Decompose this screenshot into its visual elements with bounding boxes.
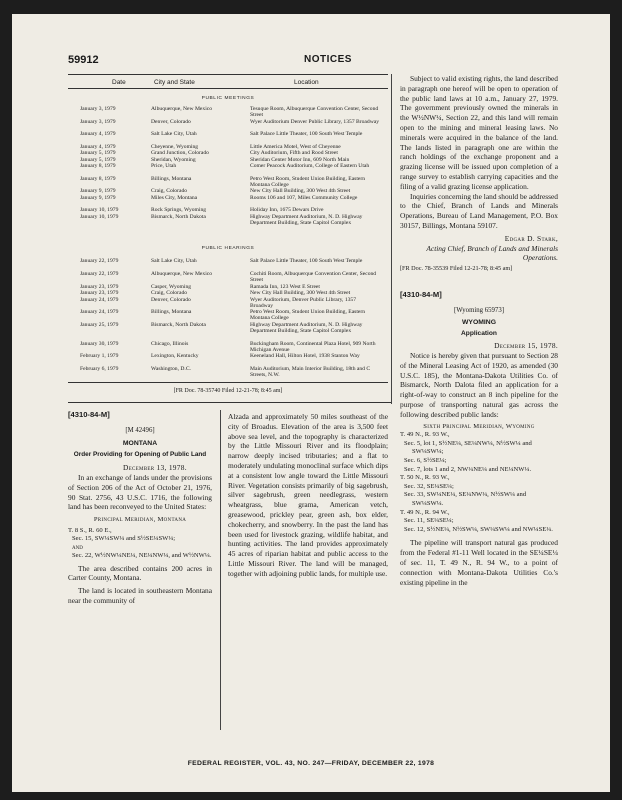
public-hearings-heading: PUBLIC HEARINGS bbox=[201, 246, 255, 251]
row-date: January 22, 1979 bbox=[80, 270, 119, 277]
row-city: Casper, Wyoming bbox=[151, 283, 192, 290]
row-location: Cochiti Room, Albuquerque Convention Center, Second Street bbox=[250, 270, 377, 283]
montana-paragraph-1: In an exchange of lands under the provisions of Section 206 of the Act of October 21, 1976, 90 Stat. 2756, 43 U.S.C. 1716, the following land has been reconveyed to the United States: bbox=[68, 472, 212, 512]
page-title: NOTICES bbox=[304, 54, 352, 65]
row-date: January 8, 1979 bbox=[80, 163, 116, 169]
wyoming-serial: [Wyoming 65973] bbox=[454, 306, 504, 314]
row-city: Washington, D.C. bbox=[151, 365, 191, 372]
row-date: January 30, 1979 bbox=[80, 340, 119, 347]
row-location: Salt Palace Little Theater, 100 South West Temple bbox=[250, 258, 363, 264]
land-line: T. 49 N., R. 93 W., bbox=[400, 431, 450, 439]
row-date: January 8, 1979 bbox=[80, 175, 116, 182]
row-location: Wyer Auditorium, Denver Public Library, 1357 Broadway bbox=[250, 296, 357, 309]
row-location: Petro West Room, Student Union Building, Eastern Montana College bbox=[250, 309, 366, 322]
row-city: Salt Lake City, Utah bbox=[151, 258, 197, 264]
public-meetings-heading: PUBLIC MEETINGS bbox=[201, 96, 255, 101]
row-city: Denver, Colorado bbox=[151, 118, 191, 125]
row-city: Lexington, Kentucky bbox=[151, 353, 199, 359]
row-city: Billings, Montana bbox=[151, 175, 192, 182]
montana-notice-continued bbox=[228, 412, 388, 579]
wyoming-title: WYOMING bbox=[462, 318, 496, 326]
row-date: January 10, 1979 bbox=[80, 207, 119, 213]
row-city: Price, Utah bbox=[151, 163, 177, 169]
column-date: Date bbox=[112, 79, 126, 86]
row-location: Rooms 106 and 107, Miles Community College bbox=[250, 194, 358, 201]
montana-serial: [M 42496] bbox=[125, 426, 155, 434]
montana-paragraph-2: The area described contains 200 acres in Carter County, Montana. bbox=[68, 563, 212, 583]
row-date: January 10, 1979 bbox=[80, 213, 119, 220]
row-city: Salt Lake City, Utah bbox=[151, 131, 197, 137]
page-footer: FEDERAL REGISTER, VOL. 43, NO. 247—FRIDAY, DECEMBER 22, 1978 bbox=[187, 760, 435, 767]
row-date: February 6, 1979 bbox=[80, 365, 119, 372]
row-date: February 1, 1979 bbox=[80, 353, 119, 359]
column-divider-upper bbox=[391, 74, 392, 404]
row-date: January 3, 1979 bbox=[80, 118, 116, 125]
row-city: Chicago, Illinois bbox=[151, 340, 189, 347]
row-location: Tesuque Room, Albuquerque Convention Center, Second Street bbox=[250, 106, 379, 119]
row-location: Highway Department Auditorium, N. D. Highway Department Building, State Capitol Complex bbox=[250, 213, 363, 226]
right-paragraph-1: Subject to valid existing rights, the land described in paragraph one hereof will be open to operation of the public land laws at 10 a.m., January 27, 1979. The government previously owned the minerals in the W½NW¼, Section 22, and this land will remain open to the mining and mineral leasing laws. No minerals were acquired in the balance of the land. The lands listed in paragraph one are within the ranch holdings of the exchange proponent and a grazing license will be issued upon completion of a range survey to establish carrying capacities and the filing of a valid grazing license application. bbox=[400, 74, 558, 191]
wyoming-closing: The pipeline will transport natural gas produced from the Federal #1-11 Well located in the SE¼SE¼ of sec. 11, T. 49 N., R. 94 W., to a point of connection with Montana-Dakota Utilities Co.'s existing pipeline in the bbox=[400, 538, 558, 587]
row-date: January 4, 1979 bbox=[80, 143, 116, 150]
row-city: Billings, Montana bbox=[151, 309, 192, 315]
row-city: Albuquerque, New Mexico bbox=[151, 270, 213, 277]
land-line: Sec. 33, SW¼NE¼, SE¼NW¼, N½SW¼ and SW¼SW¼. bbox=[404, 491, 527, 508]
montana-paragraph-3: The land is located in southeastern Montana near the community of bbox=[68, 586, 212, 605]
montana-paragraph-4: Alzada and approximately 50 miles southeast of the city of Broadus. Elevation of the area is 3,500 feet above sea level, and the topography is characterized by the Little Missouri River and its floodplain; narrow deeply incised tributaries; and a flat to moderately undulating monoclinal surface which dips at a consistent low angle toward the Little Missouri River. Vegetation consists primarily of big sagebrush, silver sagebrush, green needlegrass, western wheatgrass, blue grama, American vetch, greasewood, prickley pear, green ash, box elder, chokecherry, and snowberry. In the past the land has been used for livestock grazing, wildlife habitat, and hunting activities. The land provides approximately 45 acres of riparian habitat and public access to the Little Missouri River. The land will be managed, together with adjoining public lands, for multiple use. bbox=[228, 412, 388, 578]
row-city: Craig, Colorado bbox=[151, 290, 188, 296]
right-paragraph-2: Inquiries concerning the land should be addressed to the Chief, Branch of Lands and Minerals Operations, Bureau of Land Management, P.O. Box 30157, Billings, Montana 59107. bbox=[400, 191, 558, 230]
row-location: New City Hall Building, 300 West 4th Street bbox=[250, 290, 351, 296]
row-city: Sheridan, Wyoming bbox=[151, 156, 196, 163]
row-city: Denver, Colorado bbox=[151, 296, 191, 303]
column-divider-lower bbox=[220, 410, 221, 730]
montana-title: MONTANA bbox=[122, 439, 158, 447]
wyoming-land-description bbox=[400, 431, 558, 534]
land-line: Sec. 12, S½NE¼, N½SW¼, SW¼SW¼ and NW¼SE¼. bbox=[404, 525, 553, 533]
wyoming-docnum: [4310-84-M] bbox=[400, 289, 442, 299]
page bbox=[12, 14, 610, 792]
row-date: January 4, 1979 bbox=[80, 131, 116, 137]
land-line: T. 49 N., R. 94 W., bbox=[400, 508, 450, 516]
row-location: Petro West Room, Student Union Building, Eastern Montana College bbox=[250, 175, 366, 188]
land-line: Sec. 7, lots 1 and 2, NW¼NE¼ and NE¼NW¼. bbox=[404, 465, 532, 473]
row-location: Little America Motel, West of Cheyenne bbox=[250, 143, 341, 150]
column-location: Location bbox=[294, 79, 319, 86]
wyoming-subtitle: Application bbox=[461, 330, 497, 338]
row-date: January 5, 1979 bbox=[80, 150, 116, 156]
land-line: Sec. 22, W½NW¼NE¼, NE¼NW¼, and W½NW¼. bbox=[72, 552, 212, 560]
section-divider-rule bbox=[68, 402, 391, 403]
row-city: Bismarck, North Dakota bbox=[151, 213, 206, 220]
signer-title: Acting Chief, Branch of Lands and Minerals Operations. bbox=[426, 243, 558, 263]
row-city: Miles City, Montana bbox=[151, 194, 198, 201]
montana-subtitle: Order Providing for Opening of Public Land bbox=[73, 451, 207, 459]
row-date: January 25, 1979 bbox=[80, 321, 119, 328]
row-location: Keeneland Hall, Hilton Hotel, 1938 Stanton Way bbox=[250, 353, 360, 359]
column-city: City and State bbox=[154, 79, 195, 86]
montana-notice bbox=[68, 410, 212, 606]
land-line: Sec. 5, lot 1, S½NE¼, SE¼NW¼, N½SW¼ and SW¼SW¼; bbox=[404, 439, 532, 456]
row-date: January 24, 1979 bbox=[80, 296, 119, 303]
table-head-rule bbox=[68, 88, 388, 89]
row-date: January 5, 1979 bbox=[80, 156, 116, 163]
row-location: Salt Palace Little Theater, 100 South West Temple bbox=[250, 131, 363, 137]
page-number: 59912 bbox=[68, 54, 99, 66]
row-location: Holiday Inn, 1675 Dewars Drive bbox=[250, 207, 324, 213]
land-line: Sec. 32, SE¼SE¼; bbox=[404, 482, 454, 490]
row-location: Highway Department Auditorium, N. D. Highway Department Building, State Capitol Complex bbox=[250, 321, 363, 334]
row-location: Ramada Inn, 123 West E Street bbox=[250, 283, 320, 290]
land-line: Sec. 15, SW¼SW¼ and S½SE¼SW¼; bbox=[72, 535, 176, 543]
land-line: and bbox=[72, 543, 83, 551]
row-city: Cheyenne, Wyoming bbox=[151, 143, 199, 150]
row-location: Sheridan Center Motor Inn, 609 North Main bbox=[250, 156, 350, 163]
row-city: Albuquerque, New Mexico bbox=[151, 106, 213, 112]
row-date: January 9, 1979 bbox=[80, 188, 116, 194]
row-date: January 3, 1979 bbox=[80, 106, 116, 112]
montana-docnum: [4310-84-M] bbox=[68, 410, 110, 419]
table-bottom-rule bbox=[68, 382, 388, 383]
montana-date: December 13, 1978. bbox=[123, 463, 187, 473]
land-line: T. 8 S., R. 60 E., bbox=[68, 526, 112, 534]
wyoming-paragraph: Notice is hereby given that pursuant to Section 28 of the Mineral Leasing Act of 1920, as amended (30 U.S.C. 185), the Montana-Dakota Utilities Co. of Bismarck, North Dalota filed an application for a right-of-way to construct an 8 inch pipeline for the purpose of transporting natural gas across the following described public lands: bbox=[400, 350, 558, 419]
row-date: January 24, 1979 bbox=[80, 309, 119, 315]
montana-meridian: Principal Meridian, Montana bbox=[93, 516, 187, 524]
land-line: T. 50 N., R. 93 W., bbox=[400, 474, 450, 482]
row-city: Grand Junction, Colorado bbox=[151, 150, 209, 156]
row-date: January 22, 1979 bbox=[80, 258, 119, 264]
wyoming-meridian: Sixth Principal Meridian, Wyoming bbox=[423, 422, 535, 430]
row-date: January 23, 1979 bbox=[80, 283, 119, 290]
table-fr-doc: [FR Doc. 78-35740 Filed 12-21-78; 8:45 am] bbox=[173, 388, 283, 394]
row-location: New City Hall Building, 300 West 4th Street bbox=[250, 188, 351, 194]
land-line: Sec. 6, S½SE¼; bbox=[404, 457, 447, 465]
signer-name: Edgar D. Stark, bbox=[504, 233, 558, 243]
right-column bbox=[400, 74, 558, 587]
table-top-rule bbox=[68, 74, 388, 75]
wyoming-date: December 15, 1978. bbox=[494, 341, 558, 351]
row-city: Bismarck, North Dakota bbox=[151, 321, 206, 328]
land-line: Sec. 11, SE¼SE¼; bbox=[404, 517, 454, 525]
row-location: Comer Peacock Auditorium, College of Eastern Utah bbox=[250, 163, 370, 169]
row-location: City Auditorium, Fifth and Rood Street bbox=[250, 150, 338, 156]
row-location: Wyer Auditorium Denver Public Library, 1357 Broadway bbox=[250, 118, 380, 125]
row-location: Main Auditorium, Main Interior Building, 18th and C Streets, N.W. bbox=[250, 365, 371, 378]
right-fr-doc: [FR Doc. 78-35539 Filed 12-21-78; 8:45 am] bbox=[400, 265, 513, 273]
row-date: January 9, 1979 bbox=[80, 194, 116, 201]
row-date: January 23, 1979 bbox=[80, 290, 119, 296]
row-city: Rock Springs, Wyoming bbox=[151, 207, 207, 213]
row-city: Craig, Colorado bbox=[151, 188, 188, 194]
montana-land-description bbox=[68, 527, 212, 561]
row-location: Buckingham Room, Continental Plaza Hotel, 909 North Michigan Avenue bbox=[250, 340, 376, 353]
